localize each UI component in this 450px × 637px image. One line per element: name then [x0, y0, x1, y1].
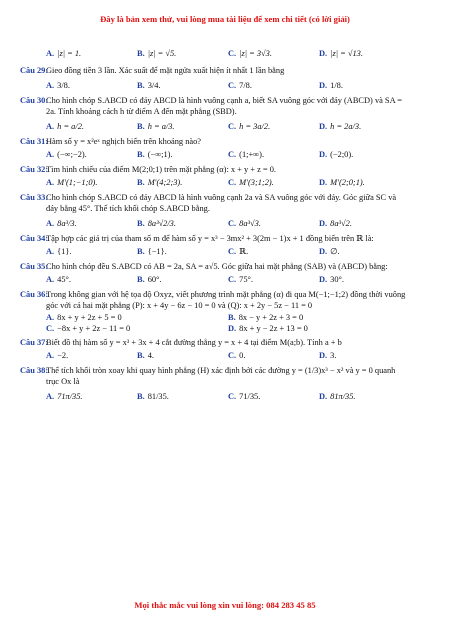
question-33: [20, 192, 410, 214]
contact-footer-banner: Mọi thắc mắc vui lòng xin vui lòng: 084 283 45 85: [134, 600, 316, 610]
option-b: B. 8a³√2/3.: [137, 219, 176, 228]
option-d: D. M′(2;0;1).: [319, 178, 365, 187]
question-number: Câu 38:: [20, 366, 49, 375]
question-text: Hàm số y = x²eˣ nghịch biến trên khoảng nào?: [46, 137, 202, 146]
option-d: D. ∅.: [319, 247, 340, 256]
option-b: B. 3/4.: [137, 81, 161, 90]
option-c: C. −8x + y + 2z − 11 = 0: [46, 324, 131, 333]
question-30: [20, 95, 410, 117]
option-a: A. {1}.: [46, 247, 72, 256]
option-a: A. 45°.: [46, 275, 71, 284]
option-b: B. M′(4;2;3).: [137, 178, 183, 187]
question-number: Câu 35:: [20, 262, 49, 271]
question-29: [20, 65, 410, 76]
question-text: Tập hợp các giá trị của tham số m để hàm số y = x³ − 3mx² + 3(2m − 1)x + 1 đồng biến trên ℝ là:: [46, 234, 374, 243]
option-b: B. 4.: [137, 351, 154, 360]
option-c: C. 71/35.: [228, 392, 261, 401]
option-d: D. |z| = √13.: [319, 49, 363, 58]
question-32: [20, 164, 410, 175]
preview-notice-banner: Đây là bản xem thử, vui lòng mua tài liệu để xem chi tiết (có lời giải): [100, 14, 350, 24]
question-text: Tìm hình chiếu của điểm M(2;0;1) trên mặt phẳng (α): x + y + z = 0.: [46, 165, 276, 174]
question-number: Câu 30:: [20, 96, 49, 105]
option-a: A. 8a³/3.: [46, 219, 77, 228]
options-36: [46, 311, 410, 337]
option-c: C. M′(3;1;2).: [228, 178, 274, 187]
option-a: A. M′(1;−1;0).: [46, 178, 98, 187]
question-text: Gieo đồng tiền 3 lần. Xác suất để mặt ngửa xuất hiện ít nhất 1 lần bằng: [46, 66, 285, 75]
question-number: Câu 31:: [20, 137, 49, 146]
question-38: [20, 365, 410, 387]
exam-sheet: [0, 48, 450, 406]
question-text: Thể tích khối tròn xoay khi quay hình phẳng (H) xác định bởi các đường y = (1/3)x³ − x² và y = 0 quanh trục Ox là: [46, 366, 396, 386]
options-38: [46, 387, 410, 406]
question-number: Câu 36:: [20, 290, 49, 299]
option-b: B. 81/35.: [137, 392, 169, 401]
option-a: A. h = a/2.: [46, 122, 84, 131]
options-29: [46, 76, 410, 95]
option-b: B. h = a/3.: [137, 122, 175, 131]
options-37: [46, 348, 410, 365]
question-37: [20, 337, 410, 348]
option-a: A. −2.: [46, 351, 69, 360]
question-36: [20, 289, 410, 311]
question-text: Cho hình chóp S.ABCD có đáy ABCD là hình vuông cạnh 2a và SA vuông góc với đáy. Góc giữa SC và đáy bằng 45°. Thể tích khối chóp S.ABCD bằng.: [46, 193, 397, 213]
options-32: [46, 175, 410, 192]
option-a: A. 71π/35.: [46, 392, 83, 401]
option-c: C. |z| = 3√3.: [228, 49, 272, 58]
option-c: C. (1;+∞).: [228, 150, 265, 159]
question-number: Câu 37:: [20, 338, 49, 347]
question-number: Câu 33:: [20, 193, 49, 202]
option-d: D. 8x + y − 2z + 13 = 0: [228, 324, 308, 333]
option-c: C. 75°.: [228, 275, 253, 284]
option-b: B. |z| = √5.: [137, 49, 177, 58]
question-number: Câu 32:: [20, 165, 49, 174]
option-d: D. 3.: [319, 351, 337, 360]
options-30: [46, 117, 410, 136]
options-31: [46, 147, 410, 164]
options-35: [46, 272, 410, 289]
option-d: D. h = 2a/3.: [319, 122, 362, 131]
question-text: Biết đồ thị hàm số y = x³ + 3x + 4 cắt đường thẳng y = x + 4 tại điểm M(a;b). Tính a + b: [46, 338, 342, 347]
question-31: [20, 136, 410, 147]
option-c: C. ℝ.: [228, 247, 249, 256]
question-number: Câu 34:: [20, 234, 49, 243]
option-d: D. 8a³√2.: [319, 219, 352, 228]
option-b: B. (−∞;1).: [137, 150, 173, 159]
option-d: D. 81π/35.: [319, 392, 356, 401]
question-number: Câu 29:: [20, 66, 49, 75]
option-d: D. (−2;0).: [319, 150, 354, 159]
option-d: D. 1/8.: [319, 81, 343, 90]
question-text: Cho hình chóp S.ABCD có đáy ABCD là hình vuông cạnh a, biết SA vuông góc với đáy (ABCD) và SA = 2a. Tính khoảng cách h từ điểm A đến mặt phẳng (SBD).: [46, 96, 402, 116]
option-a: A. 3/8.: [46, 81, 70, 90]
option-b: B. {−1}.: [137, 247, 167, 256]
options-prev: [46, 48, 410, 59]
option-c: C. 8a³√3.: [228, 219, 261, 228]
options-33: [46, 214, 410, 233]
question-text: Trong không gian với hệ tọa độ Oxyz, viết phương trình mặt phẳng (α) đi qua M(−1;−1;2) đồng thời vuông góc với cả hai mặt phẳng (P): x + 4y − 6z − 10 = 0 và (Q): x + 2y − 5z − 11 = 0: [46, 290, 406, 310]
question-34: [20, 233, 410, 244]
options-34: [46, 244, 410, 261]
option-b: B. 60°.: [137, 275, 162, 284]
option-b: B. 8x − y + 2z + 3 = 0: [228, 313, 304, 322]
option-a: A. (−∞;−2).: [46, 150, 87, 159]
option-a: A. 8x + y + 2z + 5 = 0: [46, 313, 122, 322]
option-c: C. h = 3a/2.: [228, 122, 271, 131]
question-35: [20, 261, 410, 272]
option-c: C. 0.: [228, 351, 246, 360]
option-c: C. 7/8.: [228, 81, 252, 90]
question-text: Cho hình chóp đều S.ABCD có AB = 2a, SA = a√5. Góc giữa hai mặt phẳng (SAB) và (ABCD) bằng:: [46, 262, 388, 271]
option-a: A. |z| = 1.: [46, 49, 82, 58]
option-d: D. 30°.: [319, 275, 344, 284]
